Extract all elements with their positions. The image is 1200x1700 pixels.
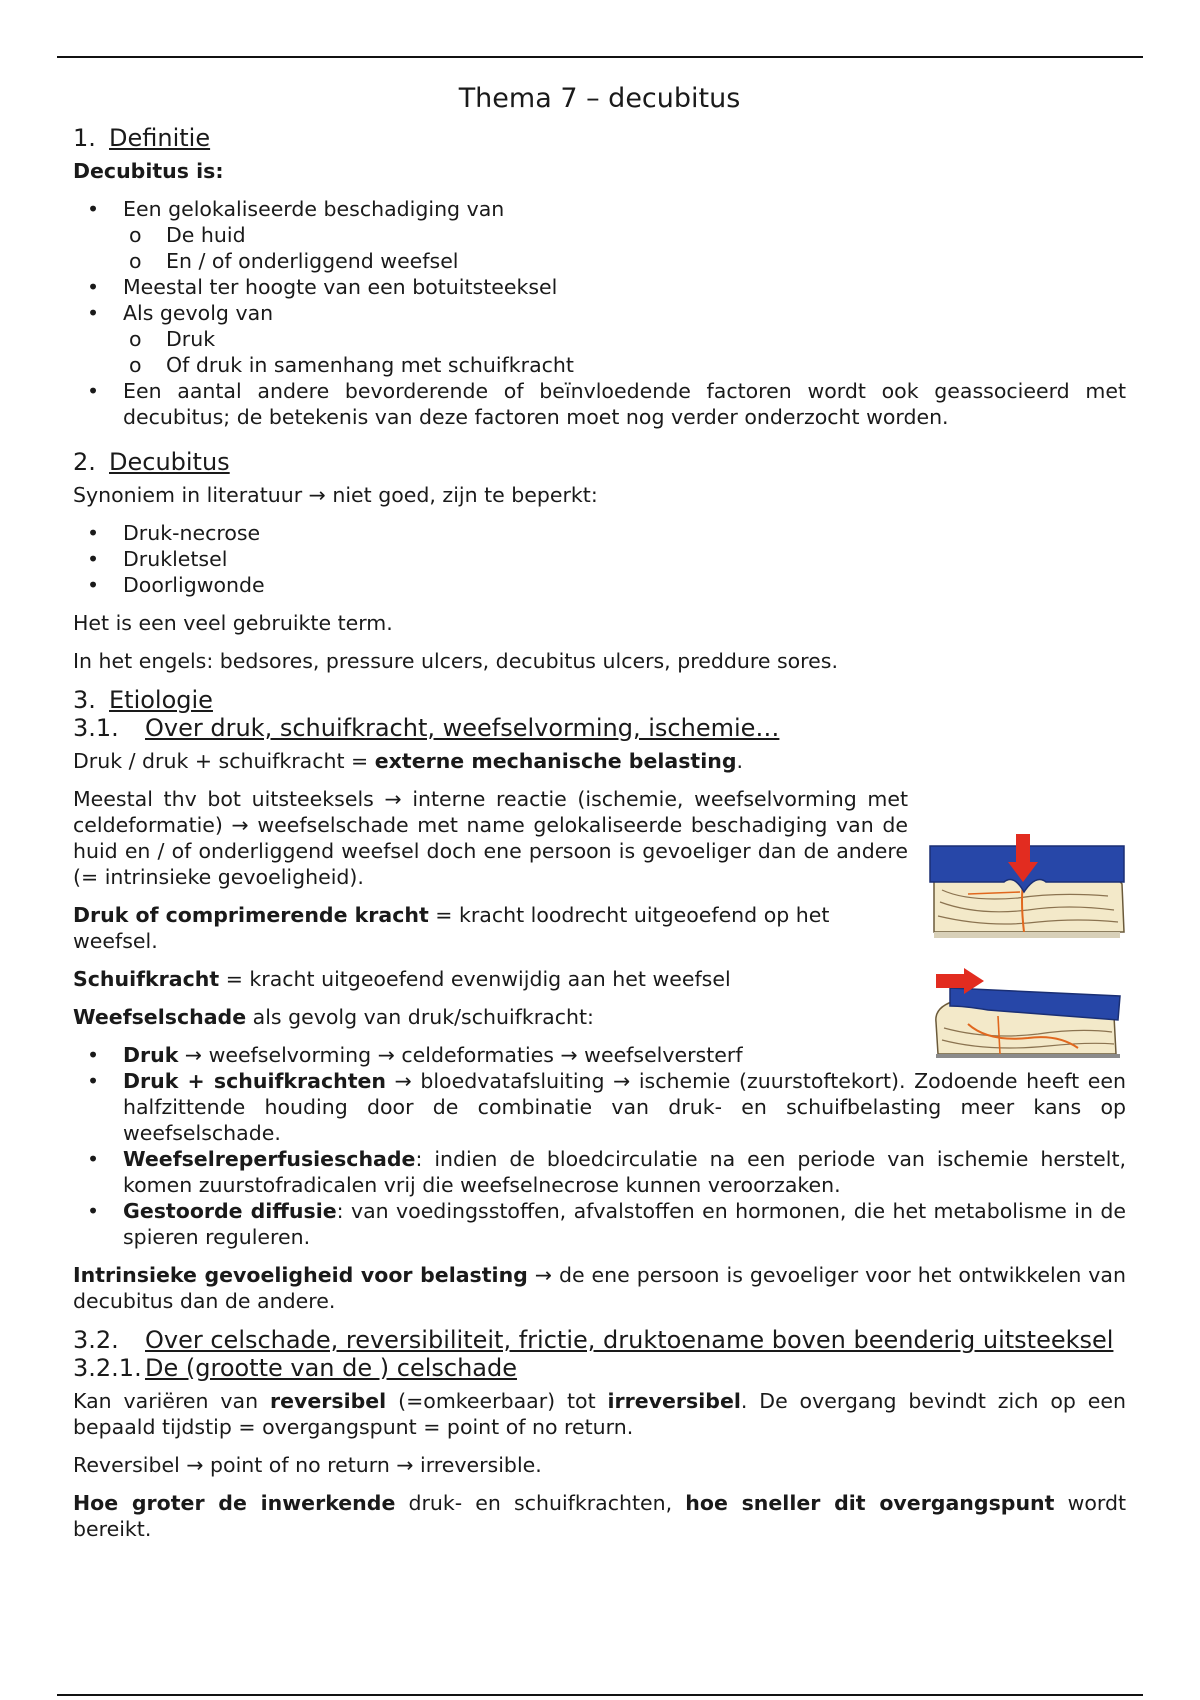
list-item: • Druk + schuifkrachten → bloedvatafsluiting → ischemie (zuurstoftekort). Zodoende heeft een halfzittende houding door de combinatie van druk- en schuifbelasting meer kans op weefselschade. [73, 1068, 1126, 1146]
sub-list [123, 326, 1126, 378]
section-title: Etiologie [109, 686, 213, 714]
section-title: Decubitus [109, 448, 230, 476]
subsection-number: 3.1. [73, 714, 119, 742]
paragraph: Intrinsieke gevoeligheid voor belasting → de ene persoon is gevoeliger voor het ontwikkelen van decubitus dan de andere. [73, 1263, 1126, 1313]
list-item: • Meestal ter hoogte van een botuitsteeksel [73, 274, 1126, 300]
list-item: • Gestoorde diffusie: van voedingsstoffen, afvalstoffen en hormonen, die het metabolisme in de spieren reguleren. [73, 1198, 1126, 1250]
weefselschade-list [73, 1042, 1126, 1250]
paragraph: Druk of comprimerende kracht = kracht loodrecht uitgeoefend op het weefsel. [73, 903, 830, 953]
sub-list [123, 222, 1126, 274]
paragraph: Druk / druk + schuifkracht = externe mechanische belasting. [73, 749, 744, 773]
section-2-heading [73, 448, 1126, 476]
definition-lead: Decubitus is: [73, 159, 224, 183]
top-rule [57, 56, 1143, 58]
list-item: • Een aantal andere bevorderende of beïnvloedende factoren wordt ook geassocieerd met decubitus; de betekenis van deze factoren moet nog verder onderzocht worden. [73, 378, 1126, 430]
synonym-intro: Synoniem in literatuur → niet goed, zijn te beperkt: [73, 483, 598, 507]
paragraph: Schuifkracht = kracht uitgeoefend evenwijdig aan het weefsel [73, 967, 731, 991]
sub-list-item: o En / of onderliggend weefsel [123, 248, 1126, 274]
section-1-heading [73, 124, 1126, 152]
paragraph: Reversibel → point of no return → irreversible. [73, 1453, 542, 1477]
section-3-heading [73, 686, 1126, 714]
definition-list [73, 196, 1126, 430]
section-number: 1. [73, 124, 96, 152]
paragraph: Weefselschade als gevolg van druk/schuifkracht: [73, 1005, 594, 1029]
subsection-title: De (grootte van de ) celschade [145, 1354, 518, 1382]
subsection-3-1-heading [73, 714, 1126, 742]
paragraph: In het engels: bedsores, pressure ulcers, decubitus ulcers, preddure sores. [73, 649, 838, 673]
subsection-3-2-1-heading [73, 1354, 1126, 1382]
list-item: • Doorligwonde [73, 572, 1126, 598]
synonym-list [73, 520, 1126, 598]
subsection-number: 3.2. [73, 1326, 119, 1354]
subsection-title: Over celschade, reversibiliteit, frictie, druktoename boven beenderig uitsteeksel [145, 1326, 1114, 1354]
list-item: • Als gevolg van o Druk o Of druk in samenhang met schuifkracht [73, 300, 1126, 378]
section-number: 2. [73, 448, 96, 476]
sub-list-item: o Of druk in samenhang met schuifkracht [123, 352, 1126, 378]
list-item: • Een gelokaliseerde beschadiging van o De huid o En / of onderliggend weefsel [73, 196, 1126, 274]
section-number: 3. [73, 686, 96, 714]
list-item: • Druk → weefselvorming → celdeformaties → weefselversterf [73, 1042, 1126, 1068]
figure-wrap-block [73, 786, 1126, 1250]
paragraph: Kan variëren van reversibel (=omkeerbaar) tot irreversibel. De overgang bevindt zich op een bepaald tijdstip = overgangspunt = point of no return. [73, 1389, 1126, 1439]
section-title: Definitie [109, 124, 211, 152]
sub-list-item: o De huid [123, 222, 1126, 248]
subsection-3-2-heading [73, 1326, 1126, 1354]
page-title: Thema 7 – decubitus [458, 83, 741, 114]
subsection-number: 3.2.1. [73, 1354, 142, 1382]
subsection-title: Over druk, schuifkracht, weefselvorming, ischemie… [145, 714, 780, 742]
paragraph: Hoe groter de inwerkende druk- en schuifkrachten, hoe sneller dit overgangspunt wordt bereikt. [73, 1491, 1126, 1541]
paragraph: Meestal thv bot uitsteeksels → interne reactie (ischemie, weefselvorming met celdeformatie) → weefselschade met name gelokaliseerde beschadiging van de huid en / of onderliggend weefsel doch ene persoon is gevoeliger dan de andere (= intrinsieke gevoeligheid). [73, 787, 908, 889]
bottom-rule [57, 1694, 1143, 1696]
paragraph: Het is een veel gebruikte term. [73, 611, 393, 635]
list-item: • Weefselreperfusieschade: indien de bloedcirculatie na een periode van ischemie herstelt, komen zuurstofradicalen vrij die weefselnecrose kunnen veroorzaken. [73, 1146, 1126, 1198]
list-item: • Druk-necrose [73, 520, 1126, 546]
page-content [73, 82, 1126, 1554]
sub-list-item: o Druk [123, 326, 1126, 352]
list-item: • Drukletsel [73, 546, 1126, 572]
pressure-diagram-image [928, 832, 1126, 944]
